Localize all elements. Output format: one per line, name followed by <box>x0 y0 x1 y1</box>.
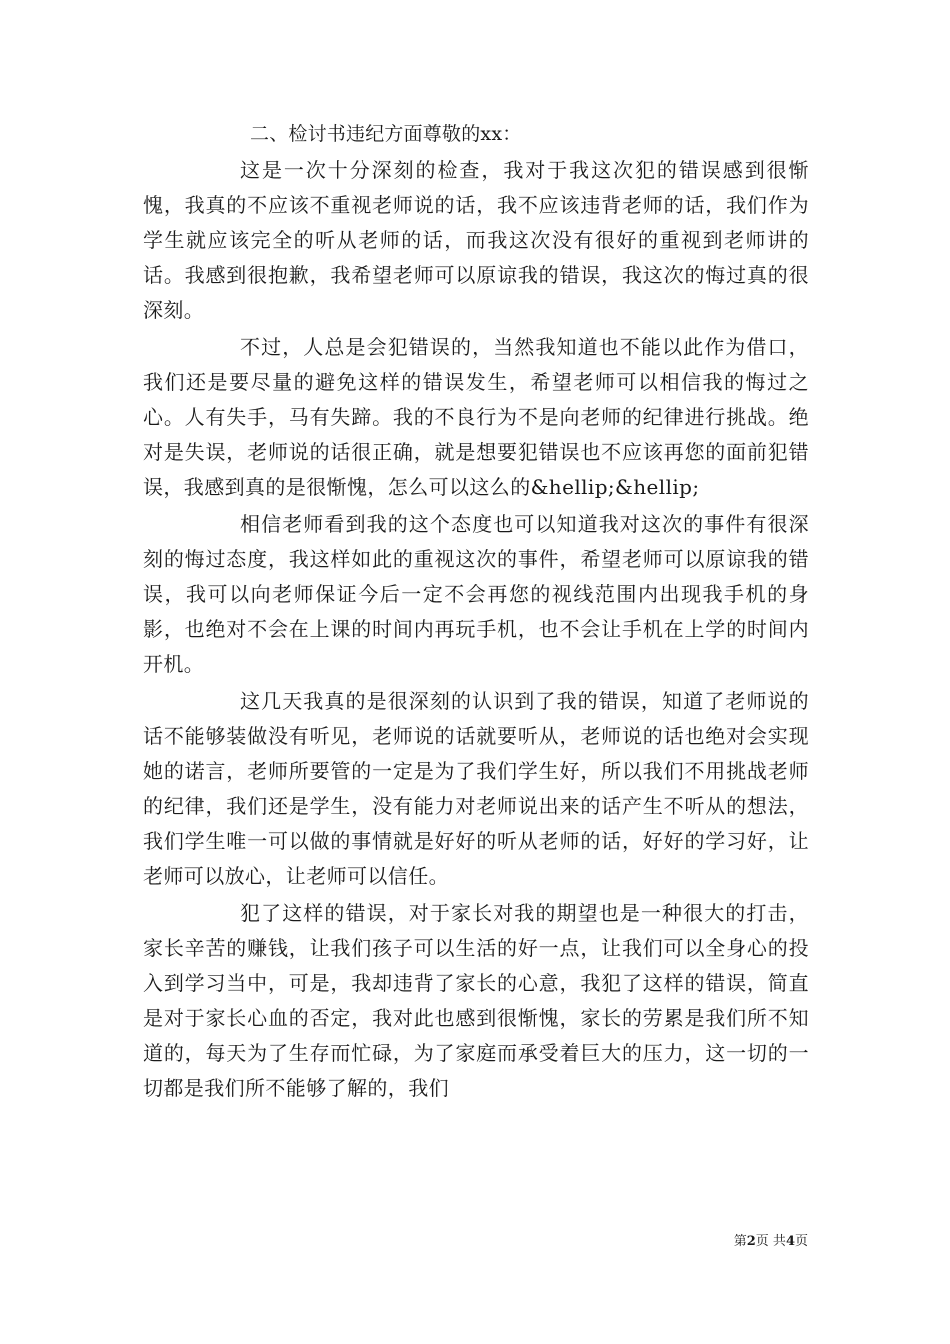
paragraph-3: 相信老师看到我的这个态度也可以知道我对这次的事件有很深刻的悔过态度，我这样如此的重视这次的事件，希望老师可以原谅我的错误，我可以向老师保证今后一定不会再您的视线范围内出现我手机的身影，也绝对不会在上课的时间内再玩手机，也不会让手机在上学的时间内开机。 <box>143 512 809 676</box>
paragraph-2: 不过，人总是会犯错误的，当然我知道也不能以此作为借口，我们还是要尽量的避免这样的错误发生，希望老师可以相信我的悔过之心。人有失手，马有失蹄。我的不良行为不是向老师的纪律进行挑战。绝对是失误，老师说的话很正确，就是想要犯错误也不应该再您的面前犯错误，我感到真的是很惭愧，怎么可以这么的&hellip;&hellip; <box>143 335 809 499</box>
footer-suffix: 页 <box>794 1234 808 1249</box>
paragraph-4: 这几天我真的是很深刻的认识到了我的错误，知道了老师说的话不能够装做没有听见，老师说的话就要听从，老师说的话也绝对会实现她的诺言，老师所要管的一定是为了我们学生好，所以我们不用挑战老师的纪律，我们还是学生，没有能力对老师说出来的话产生不听从的想法，我们学生唯一可以做的事情就是好好的听从老师的话，好好的学习好，让老师可以放心，让老师可以信任。 <box>143 689 809 888</box>
section-heading: 二、检讨书违纪方面尊敬的xx： <box>250 123 522 145</box>
page-footer <box>0 1230 808 1249</box>
paragraph-1: 这是一次十分深刻的检查，我对于我这次犯的错误感到很惭愧，我真的不应该不重视老师说的话，我不应该违背老师的话，我们作为学生就应该完全的听从老师的话，而我这次没有很好的重视到老师讲的话。我感到很抱歉，我希望老师可以原谅我的错误，我这次的悔过真的很深刻。 <box>143 158 809 322</box>
footer-total-pages: 4 <box>785 1234 795 1249</box>
paragraph-5: 犯了这样的错误，对于家长对我的期望也是一种很大的打击，家长辛苦的赚钱，让我们孩子可以生活的好一点，让我们可以全身心的投入到学习当中，可是，我却违背了家长的心意，我犯了这样的错误，简直是对于家长心血的否定，我对此也感到很惭愧，家长的劳累是我们所不知道的，每天为了生存而忙碌，为了家庭而承受着巨大的压力，这一切的一切都是我们所不能够了解的，我们 <box>143 901 809 1100</box>
footer-prefix: 第 <box>733 1234 747 1249</box>
footer-current-page: 2 <box>746 1234 756 1249</box>
footer-middle: 页 共 <box>755 1234 786 1249</box>
document-body <box>143 117 809 1106</box>
